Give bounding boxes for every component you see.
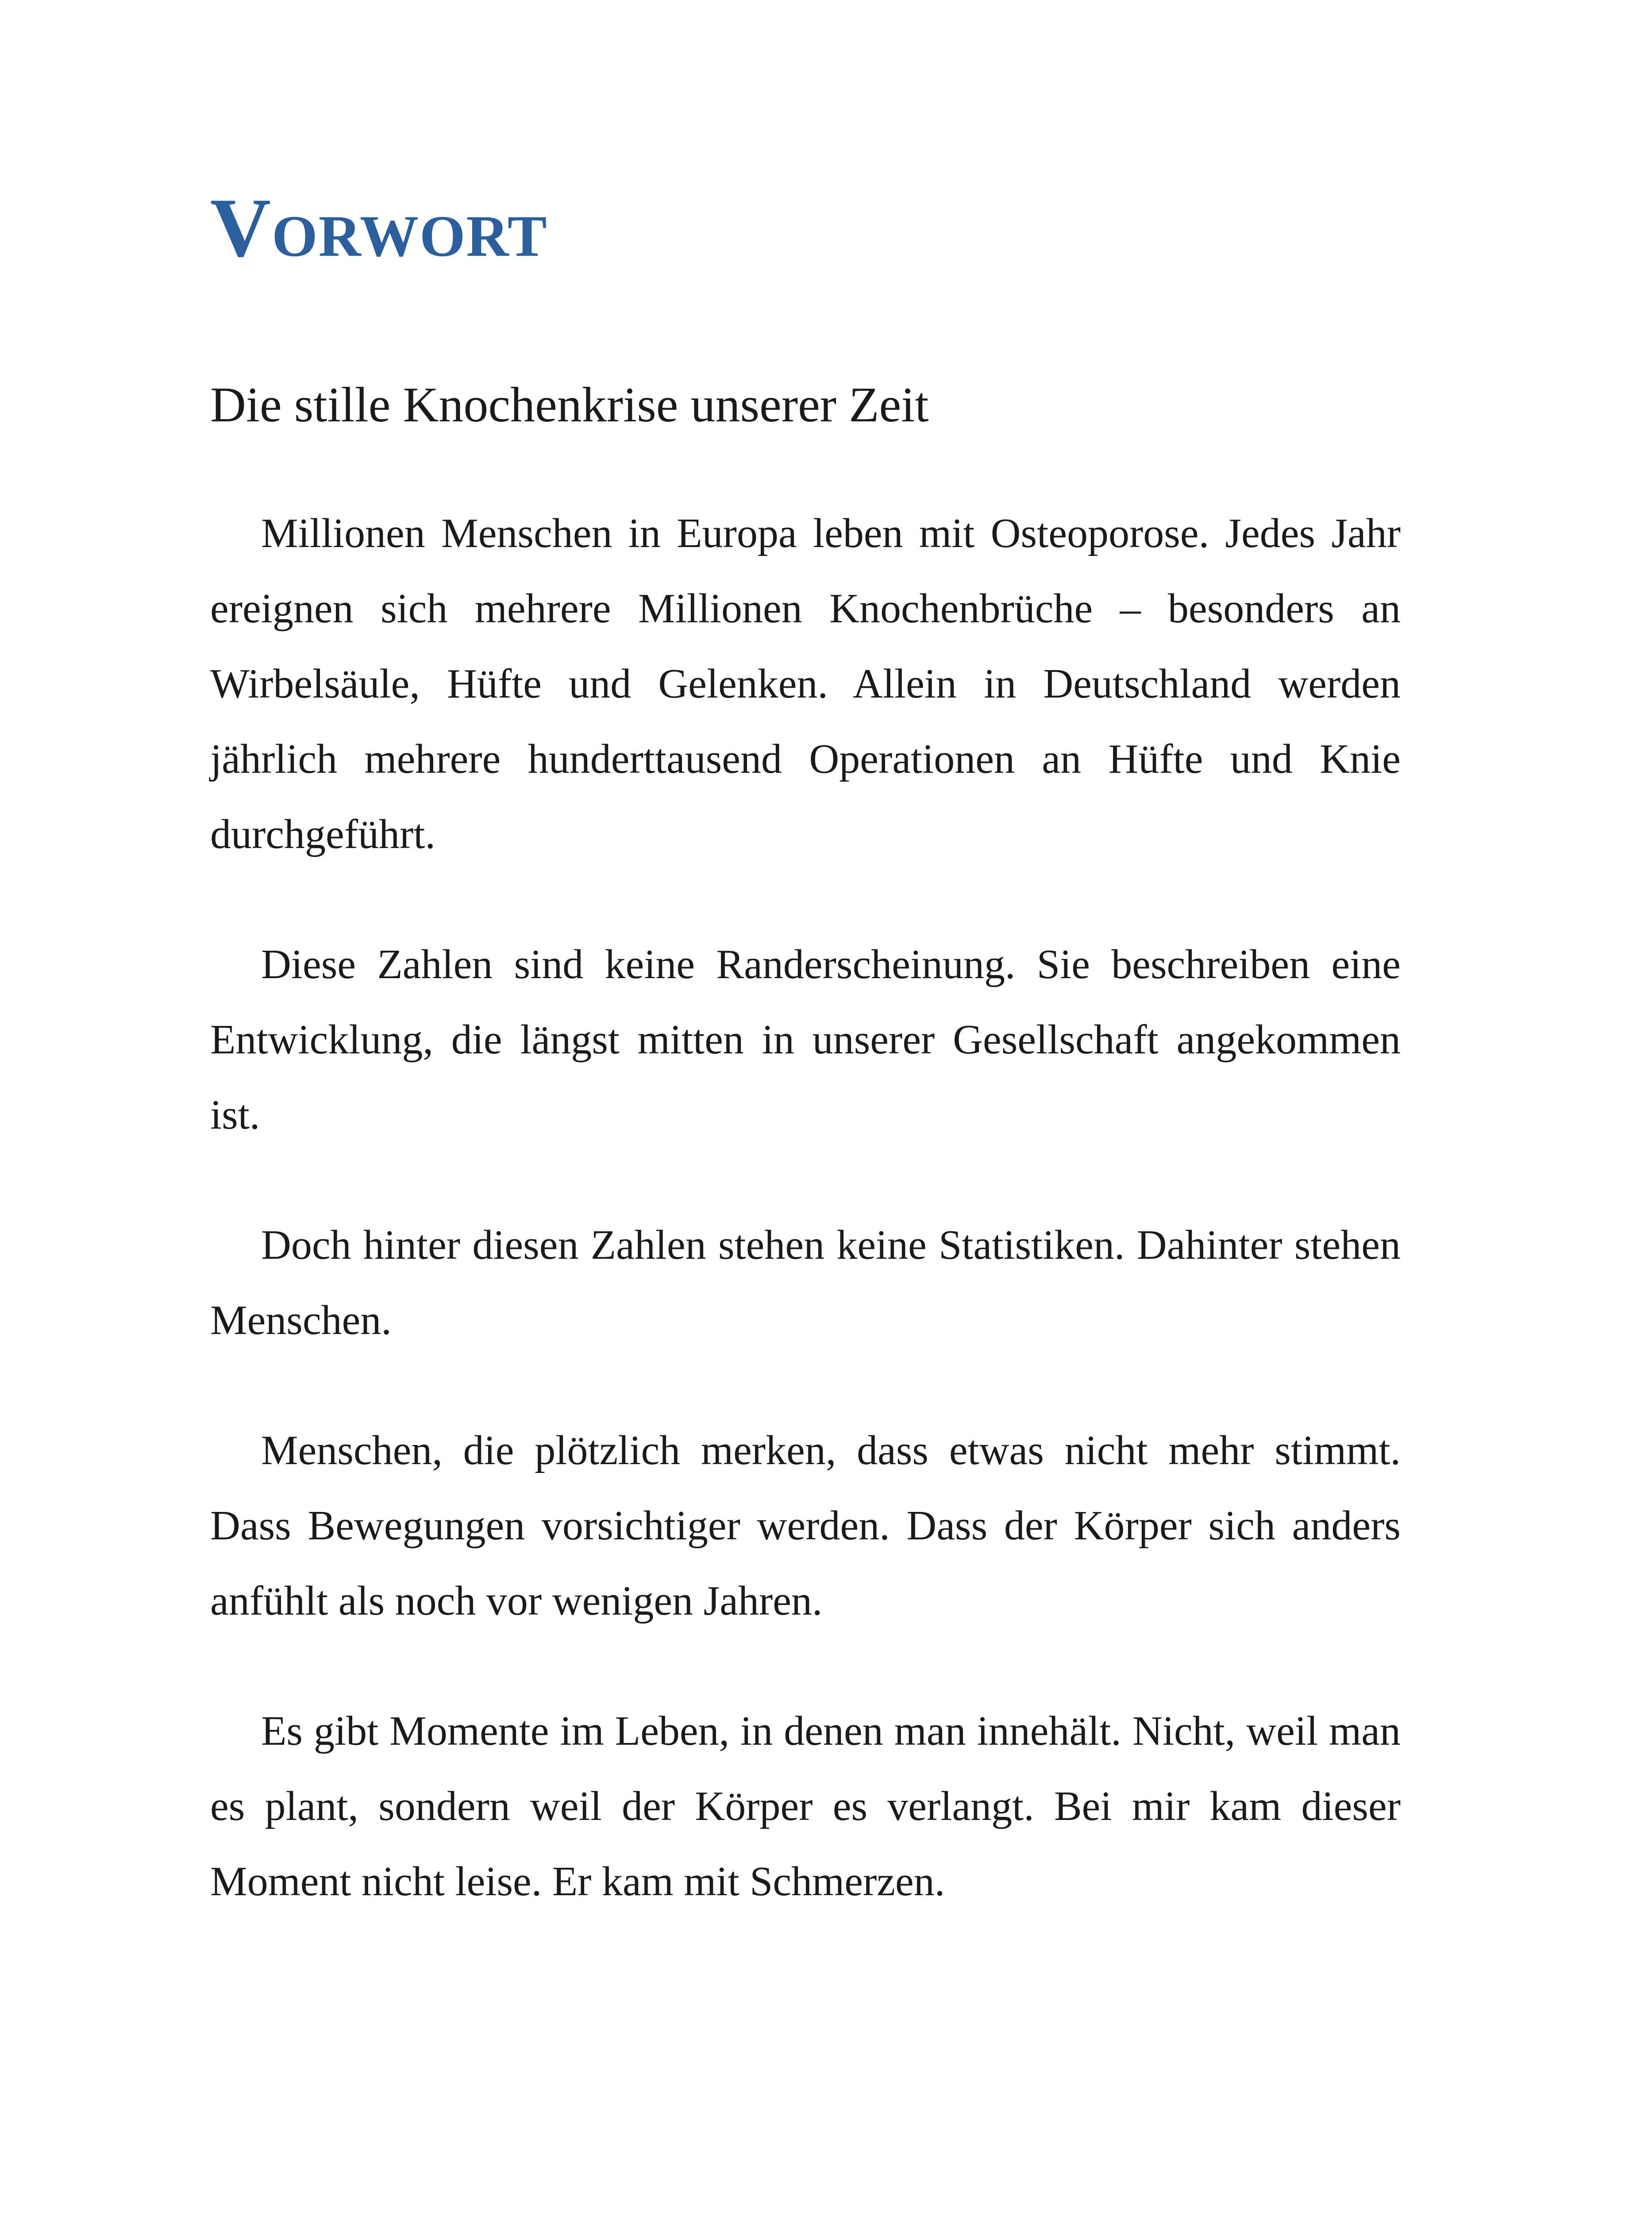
chapter-title: Vorwort	[210, 181, 548, 274]
section-heading: Die stille Knochenkrise unserer Zeit	[210, 378, 929, 432]
paragraph: Menschen, die plötzlich merken, dass etwas nicht mehr stimmt. Dass Bewegungen vorsichtiger werden. Dass der Körper sich anders anfühlt als noch vor wenigen Jahren.	[210, 1427, 1401, 1624]
paragraph: Diese Zahlen sind keine Randerscheinung. Sie beschreiben eine Entwicklung, die längst mitten in unserer Gesellschaft angekommen ist.	[210, 941, 1401, 1138]
body-text	[210, 496, 1401, 1919]
paragraph: Millionen Menschen in Europa leben mit Osteoporose. Jedes Jahr ereignen sich mehrere Millionen Knochenbrüche – besonders an Wirbelsäule, Hüfte und Gelenken. Allein in Deutschland werden jährlich mehrere hunderttausend Operationen an Hüfte und Knie durchgeführt.	[210, 510, 1401, 857]
paragraph: Doch hinter diesen Zahlen stehen keine Statistiken. Dahinter stehen Menschen.	[210, 1222, 1401, 1343]
paragraph: Es gibt Momente im Leben, in denen man innehält. Nicht, weil man es plant, sondern weil der Körper es verlangt. Bei mir kam dieser Moment nicht leise. Er kam mit Schmerzen.	[210, 1708, 1401, 1905]
